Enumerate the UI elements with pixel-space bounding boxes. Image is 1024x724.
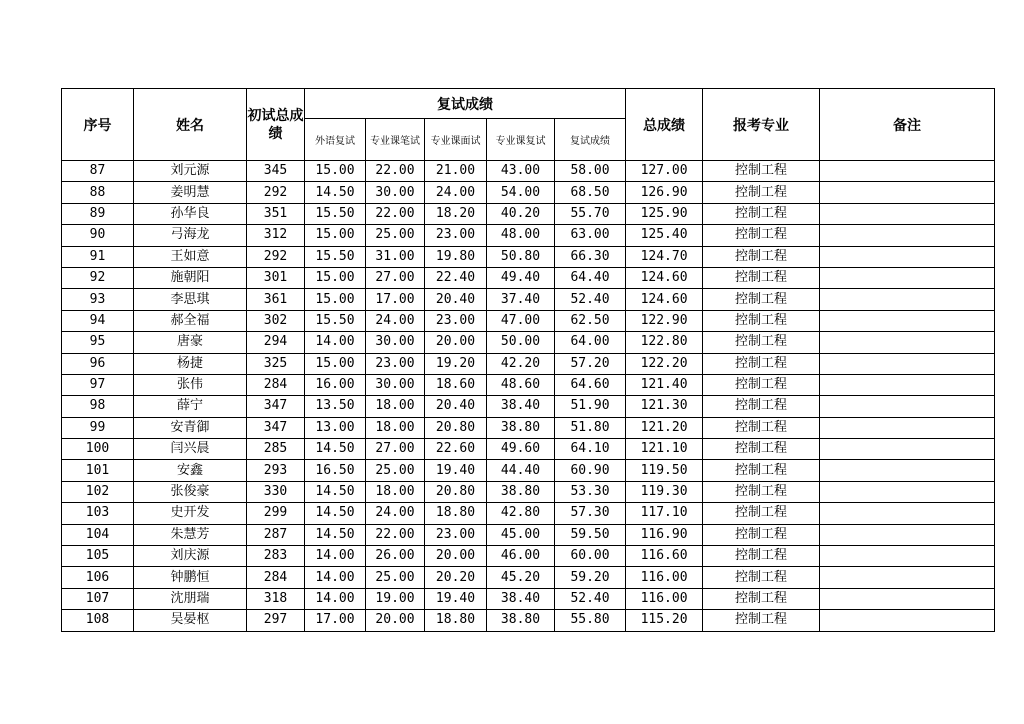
cell-total-score: 125.40 (626, 225, 703, 246)
cell-total-score: 119.50 (626, 460, 703, 481)
cell-oral-retest: 47.00 (487, 310, 555, 331)
cell-retest-score: 53.30 (555, 481, 626, 502)
cell-name: 李思琪 (134, 289, 247, 310)
cell-retest-score: 64.40 (555, 267, 626, 288)
cell-name: 杨捷 (134, 353, 247, 374)
table-row (62, 332, 995, 353)
header-retest-score: 复试成绩 (555, 119, 626, 161)
cell-major: 控制工程 (703, 460, 820, 481)
header-retest-group: 复试成绩 (305, 89, 626, 119)
table-row (62, 289, 995, 310)
cell-written-exam: 18.00 (366, 396, 425, 417)
cell-interview: 18.60 (425, 374, 487, 395)
cell-remark (820, 439, 995, 460)
cell-remark (820, 374, 995, 395)
cell-initial-score: 301 (247, 267, 305, 288)
cell-initial-score: 297 (247, 610, 305, 631)
cell-total-score: 124.60 (626, 267, 703, 288)
cell-name: 安青御 (134, 417, 247, 438)
cell-oral-retest: 50.00 (487, 332, 555, 353)
cell-major: 控制工程 (703, 289, 820, 310)
table-row (62, 203, 995, 224)
cell-major: 控制工程 (703, 439, 820, 460)
table-row (62, 546, 995, 567)
cell-remark (820, 203, 995, 224)
cell-oral-retest: 45.00 (487, 524, 555, 545)
cell-name: 安鑫 (134, 460, 247, 481)
cell-oral-retest: 50.80 (487, 246, 555, 267)
cell-major: 控制工程 (703, 267, 820, 288)
cell-remark (820, 460, 995, 481)
cell-foreign-retest: 14.00 (305, 546, 366, 567)
cell-name: 弓海龙 (134, 225, 247, 246)
cell-initial-score: 351 (247, 203, 305, 224)
table-row (62, 417, 995, 438)
cell-oral-retest: 54.00 (487, 182, 555, 203)
cell-interview: 19.40 (425, 588, 487, 609)
cell-written-exam: 27.00 (366, 267, 425, 288)
cell-remark (820, 417, 995, 438)
cell-oral-retest: 38.40 (487, 396, 555, 417)
cell-major: 控制工程 (703, 161, 820, 182)
cell-seq: 107 (62, 588, 134, 609)
cell-oral-retest: 43.00 (487, 161, 555, 182)
cell-remark (820, 353, 995, 374)
cell-oral-retest: 49.60 (487, 439, 555, 460)
cell-oral-retest: 38.80 (487, 610, 555, 631)
cell-remark (820, 246, 995, 267)
cell-initial-score: 312 (247, 225, 305, 246)
cell-written-exam: 19.00 (366, 588, 425, 609)
cell-initial-score: 283 (247, 546, 305, 567)
cell-name: 薛宁 (134, 396, 247, 417)
header-major: 报考专业 (703, 89, 820, 161)
cell-major: 控制工程 (703, 481, 820, 502)
cell-written-exam: 18.00 (366, 481, 425, 502)
cell-remark (820, 396, 995, 417)
header-seq: 序号 (62, 89, 134, 161)
cell-interview: 20.00 (425, 332, 487, 353)
cell-oral-retest: 46.00 (487, 546, 555, 567)
cell-foreign-retest: 15.00 (305, 161, 366, 182)
cell-interview: 20.00 (425, 546, 487, 567)
cell-interview: 24.00 (425, 182, 487, 203)
header-initial-score: 初试总成绩 (247, 89, 305, 161)
cell-foreign-retest: 15.50 (305, 310, 366, 331)
cell-seq: 99 (62, 417, 134, 438)
cell-retest-score: 52.40 (555, 289, 626, 310)
cell-major: 控制工程 (703, 310, 820, 331)
cell-retest-score: 57.20 (555, 353, 626, 374)
cell-seq: 108 (62, 610, 134, 631)
cell-remark (820, 225, 995, 246)
cell-major: 控制工程 (703, 417, 820, 438)
cell-initial-score: 330 (247, 481, 305, 502)
table-row (62, 182, 995, 203)
cell-total-score: 116.00 (626, 567, 703, 588)
cell-retest-score: 51.80 (555, 417, 626, 438)
cell-interview: 19.40 (425, 460, 487, 481)
cell-interview: 20.40 (425, 396, 487, 417)
table-row (62, 524, 995, 545)
cell-foreign-retest: 14.50 (305, 439, 366, 460)
cell-oral-retest: 38.80 (487, 481, 555, 502)
cell-interview: 18.80 (425, 610, 487, 631)
cell-written-exam: 31.00 (366, 246, 425, 267)
cell-total-score: 115.20 (626, 610, 703, 631)
cell-total-score: 119.30 (626, 481, 703, 502)
cell-oral-retest: 44.40 (487, 460, 555, 481)
cell-total-score: 116.60 (626, 546, 703, 567)
cell-seq: 90 (62, 225, 134, 246)
table-row (62, 396, 995, 417)
cell-interview: 22.40 (425, 267, 487, 288)
cell-foreign-retest: 15.00 (305, 289, 366, 310)
cell-written-exam: 30.00 (366, 182, 425, 203)
cell-interview: 23.00 (425, 310, 487, 331)
cell-retest-score: 64.60 (555, 374, 626, 395)
cell-remark (820, 481, 995, 502)
table-row (62, 161, 995, 182)
cell-remark (820, 267, 995, 288)
cell-name: 唐豪 (134, 332, 247, 353)
cell-foreign-retest: 15.00 (305, 353, 366, 374)
cell-major: 控制工程 (703, 588, 820, 609)
cell-name: 施朝阳 (134, 267, 247, 288)
cell-written-exam: 18.00 (366, 417, 425, 438)
cell-initial-score: 284 (247, 567, 305, 588)
cell-remark (820, 610, 995, 631)
cell-retest-score: 62.50 (555, 310, 626, 331)
cell-oral-retest: 38.80 (487, 417, 555, 438)
cell-seq: 98 (62, 396, 134, 417)
cell-oral-retest: 49.40 (487, 267, 555, 288)
cell-name: 姜明慧 (134, 182, 247, 203)
cell-seq: 106 (62, 567, 134, 588)
cell-initial-score: 347 (247, 417, 305, 438)
cell-written-exam: 24.00 (366, 310, 425, 331)
cell-written-exam: 30.00 (366, 374, 425, 395)
table-row (62, 503, 995, 524)
cell-retest-score: 64.10 (555, 439, 626, 460)
cell-major: 控制工程 (703, 332, 820, 353)
cell-initial-score: 287 (247, 524, 305, 545)
cell-interview: 18.80 (425, 503, 487, 524)
cell-written-exam: 17.00 (366, 289, 425, 310)
cell-foreign-retest: 14.50 (305, 503, 366, 524)
cell-interview: 19.80 (425, 246, 487, 267)
cell-name: 闫兴晨 (134, 439, 247, 460)
cell-written-exam: 25.00 (366, 567, 425, 588)
cell-total-score: 116.90 (626, 524, 703, 545)
cell-foreign-retest: 15.50 (305, 203, 366, 224)
cell-oral-retest: 40.20 (487, 203, 555, 224)
cell-initial-score: 292 (247, 246, 305, 267)
cell-total-score: 121.40 (626, 374, 703, 395)
cell-total-score: 124.60 (626, 289, 703, 310)
cell-major: 控制工程 (703, 374, 820, 395)
table-row (62, 481, 995, 502)
cell-seq: 105 (62, 546, 134, 567)
cell-name: 史开发 (134, 503, 247, 524)
cell-seq: 100 (62, 439, 134, 460)
cell-foreign-retest: 14.50 (305, 524, 366, 545)
cell-seq: 96 (62, 353, 134, 374)
cell-seq: 87 (62, 161, 134, 182)
cell-seq: 92 (62, 267, 134, 288)
cell-written-exam: 24.00 (366, 503, 425, 524)
table-row (62, 246, 995, 267)
cell-total-score: 121.30 (626, 396, 703, 417)
cell-name: 孙华良 (134, 203, 247, 224)
cell-retest-score: 68.50 (555, 182, 626, 203)
cell-name: 张伟 (134, 374, 247, 395)
cell-remark (820, 567, 995, 588)
table-row (62, 225, 995, 246)
cell-remark (820, 588, 995, 609)
cell-foreign-retest: 13.00 (305, 417, 366, 438)
header-name: 姓名 (134, 89, 247, 161)
cell-foreign-retest: 14.00 (305, 567, 366, 588)
cell-name: 刘庆源 (134, 546, 247, 567)
cell-seq: 95 (62, 332, 134, 353)
cell-foreign-retest: 15.50 (305, 246, 366, 267)
header-oral-retest: 专业课复试 (487, 119, 555, 161)
cell-major: 控制工程 (703, 182, 820, 203)
cell-remark (820, 182, 995, 203)
cell-foreign-retest: 16.00 (305, 374, 366, 395)
cell-oral-retest: 48.00 (487, 225, 555, 246)
cell-seq: 91 (62, 246, 134, 267)
table-body (62, 161, 995, 632)
header-foreign-retest: 外语复试 (305, 119, 366, 161)
cell-written-exam: 23.00 (366, 353, 425, 374)
cell-major: 控制工程 (703, 246, 820, 267)
cell-major: 控制工程 (703, 503, 820, 524)
cell-initial-score: 292 (247, 182, 305, 203)
cell-remark (820, 310, 995, 331)
cell-retest-score: 55.80 (555, 610, 626, 631)
cell-interview: 19.20 (425, 353, 487, 374)
cell-interview: 23.00 (425, 524, 487, 545)
cell-initial-score: 293 (247, 460, 305, 481)
cell-total-score: 126.90 (626, 182, 703, 203)
cell-total-score: 121.10 (626, 439, 703, 460)
cell-written-exam: 25.00 (366, 225, 425, 246)
cell-retest-score: 52.40 (555, 588, 626, 609)
cell-interview: 21.00 (425, 161, 487, 182)
cell-remark (820, 289, 995, 310)
cell-initial-score: 318 (247, 588, 305, 609)
cell-name: 王如意 (134, 246, 247, 267)
cell-interview: 20.80 (425, 417, 487, 438)
cell-written-exam: 22.00 (366, 524, 425, 545)
cell-interview: 18.20 (425, 203, 487, 224)
cell-interview: 20.20 (425, 567, 487, 588)
cell-name: 郝全福 (134, 310, 247, 331)
cell-oral-retest: 42.20 (487, 353, 555, 374)
cell-retest-score: 59.20 (555, 567, 626, 588)
cell-initial-score: 302 (247, 310, 305, 331)
cell-seq: 93 (62, 289, 134, 310)
cell-major: 控制工程 (703, 546, 820, 567)
cell-major: 控制工程 (703, 524, 820, 545)
cell-initial-score: 345 (247, 161, 305, 182)
table-row (62, 353, 995, 374)
cell-remark (820, 524, 995, 545)
cell-written-exam: 25.00 (366, 460, 425, 481)
cell-retest-score: 59.50 (555, 524, 626, 545)
cell-written-exam: 20.00 (366, 610, 425, 631)
cell-major: 控制工程 (703, 225, 820, 246)
cell-oral-retest: 48.60 (487, 374, 555, 395)
cell-retest-score: 60.90 (555, 460, 626, 481)
header-remark: 备注 (820, 89, 995, 161)
cell-initial-score: 285 (247, 439, 305, 460)
cell-name: 沈朋瑞 (134, 588, 247, 609)
cell-initial-score: 325 (247, 353, 305, 374)
cell-seq: 104 (62, 524, 134, 545)
cell-seq: 88 (62, 182, 134, 203)
cell-initial-score: 294 (247, 332, 305, 353)
cell-total-score: 121.20 (626, 417, 703, 438)
cell-foreign-retest: 15.00 (305, 225, 366, 246)
cell-written-exam: 27.00 (366, 439, 425, 460)
cell-written-exam: 22.00 (366, 161, 425, 182)
cell-interview: 20.40 (425, 289, 487, 310)
table-row (62, 588, 995, 609)
cell-foreign-retest: 14.50 (305, 182, 366, 203)
cell-written-exam: 26.00 (366, 546, 425, 567)
cell-name: 钟鹏恒 (134, 567, 247, 588)
cell-foreign-retest: 14.00 (305, 332, 366, 353)
table-row (62, 310, 995, 331)
cell-written-exam: 30.00 (366, 332, 425, 353)
cell-seq: 94 (62, 310, 134, 331)
cell-retest-score: 60.00 (555, 546, 626, 567)
cell-oral-retest: 37.40 (487, 289, 555, 310)
cell-major: 控制工程 (703, 396, 820, 417)
cell-remark (820, 503, 995, 524)
cell-name: 朱慧芳 (134, 524, 247, 545)
cell-retest-score: 63.00 (555, 225, 626, 246)
cell-total-score: 122.80 (626, 332, 703, 353)
cell-retest-score: 55.70 (555, 203, 626, 224)
cell-total-score: 127.00 (626, 161, 703, 182)
cell-retest-score: 57.30 (555, 503, 626, 524)
cell-oral-retest: 42.80 (487, 503, 555, 524)
table-row (62, 610, 995, 631)
cell-initial-score: 361 (247, 289, 305, 310)
cell-seq: 102 (62, 481, 134, 502)
cell-major: 控制工程 (703, 610, 820, 631)
cell-name: 吴晏枢 (134, 610, 247, 631)
cell-retest-score: 66.30 (555, 246, 626, 267)
cell-foreign-retest: 15.00 (305, 267, 366, 288)
cell-initial-score: 299 (247, 503, 305, 524)
cell-oral-retest: 45.20 (487, 567, 555, 588)
cell-interview: 22.60 (425, 439, 487, 460)
cell-major: 控制工程 (703, 203, 820, 224)
cell-remark (820, 161, 995, 182)
cell-remark (820, 332, 995, 353)
table-row (62, 567, 995, 588)
table-row (62, 267, 995, 288)
cell-name: 刘元源 (134, 161, 247, 182)
cell-major: 控制工程 (703, 353, 820, 374)
cell-interview: 20.80 (425, 481, 487, 502)
cell-foreign-retest: 16.50 (305, 460, 366, 481)
cell-foreign-retest: 14.50 (305, 481, 366, 502)
cell-foreign-retest: 17.00 (305, 610, 366, 631)
cell-name: 张俊豪 (134, 481, 247, 502)
score-table (61, 88, 995, 632)
cell-total-score: 125.90 (626, 203, 703, 224)
cell-interview: 23.00 (425, 225, 487, 246)
cell-seq: 101 (62, 460, 134, 481)
cell-retest-score: 51.90 (555, 396, 626, 417)
cell-written-exam: 22.00 (366, 203, 425, 224)
cell-total-score: 124.70 (626, 246, 703, 267)
cell-major: 控制工程 (703, 567, 820, 588)
cell-oral-retest: 38.40 (487, 588, 555, 609)
table-row (62, 460, 995, 481)
cell-retest-score: 64.00 (555, 332, 626, 353)
cell-retest-score: 58.00 (555, 161, 626, 182)
header-total-score: 总成绩 (626, 89, 703, 161)
table-row (62, 374, 995, 395)
cell-total-score: 116.00 (626, 588, 703, 609)
cell-seq: 89 (62, 203, 134, 224)
cell-remark (820, 546, 995, 567)
table-row (62, 439, 995, 460)
cell-foreign-retest: 13.50 (305, 396, 366, 417)
header-written-exam: 专业课笔试 (366, 119, 425, 161)
cell-initial-score: 347 (247, 396, 305, 417)
cell-total-score: 122.20 (626, 353, 703, 374)
cell-total-score: 117.10 (626, 503, 703, 524)
header-interview: 专业课面试 (425, 119, 487, 161)
cell-seq: 103 (62, 503, 134, 524)
cell-total-score: 122.90 (626, 310, 703, 331)
cell-seq: 97 (62, 374, 134, 395)
cell-foreign-retest: 14.00 (305, 588, 366, 609)
cell-initial-score: 284 (247, 374, 305, 395)
